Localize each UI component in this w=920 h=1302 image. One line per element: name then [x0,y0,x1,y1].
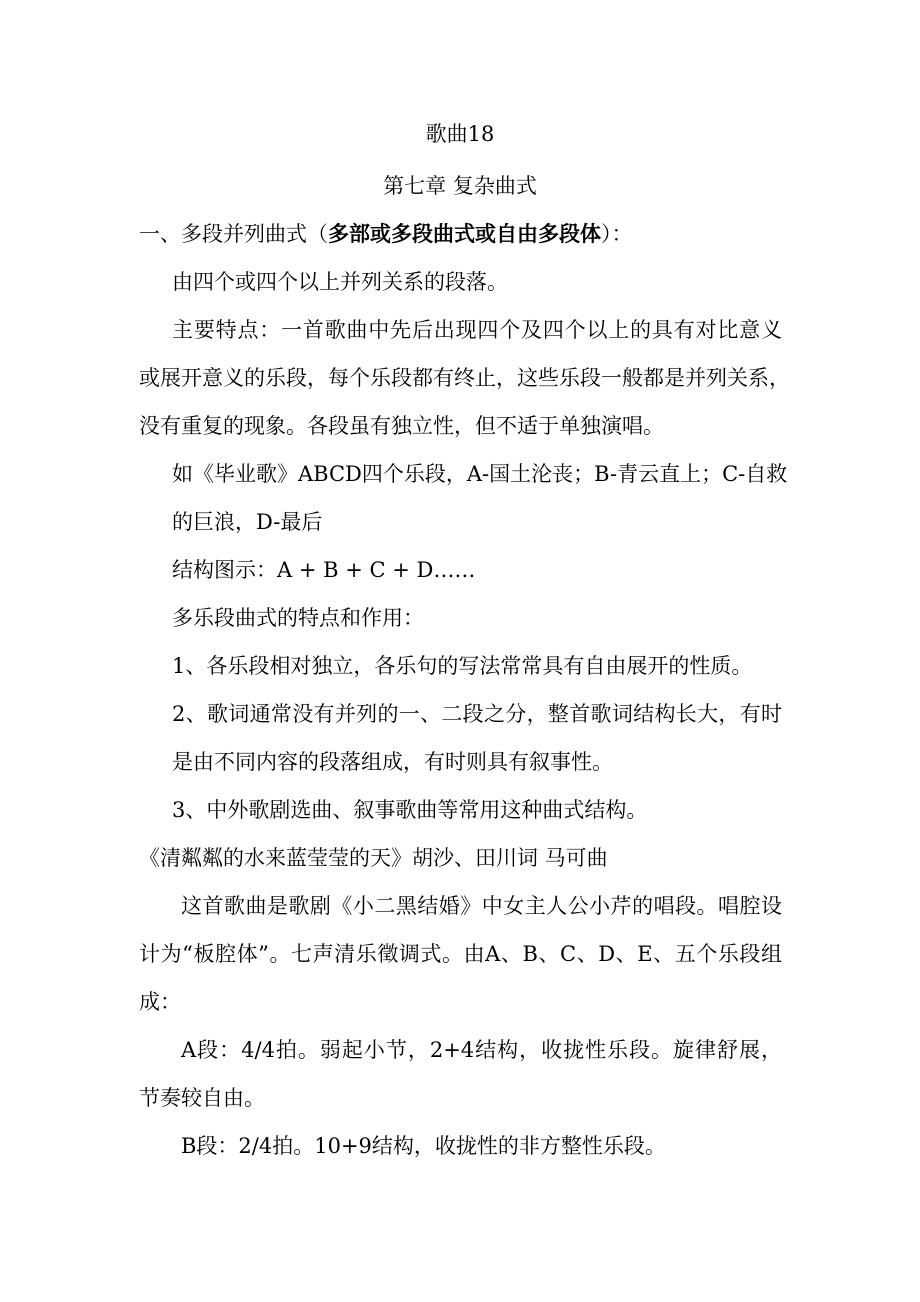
traits-title: 多乐段曲式的特点和作用： [172,606,424,630]
segment-a-line-1: A段：4/4拍。弱起小节，2+4结构，收拢性乐段。旋律舒展， [181,1038,782,1062]
segment-b-line: B段：2/4拍。10+9结构，收拢性的非方整性乐段。 [181,1134,666,1158]
trait-1: 1、各乐段相对独立，各乐句的写法常常具有自由展开的性质。 [172,654,753,678]
features-line-3: 没有重复的现象。各段虽有独立性，但不适于单独演唱。 [139,414,664,438]
trait-2-line-1: 2、歌词通常没有并列的一、二段之分，整首歌词结构长大，有时 [172,702,782,726]
trait-3: 3、中外歌剧选曲、叙事歌曲等常用这种曲式结构。 [172,798,648,822]
section-heading-prefix: 一、多段并列曲式（ [139,222,328,246]
chapter-heading: 第七章 复杂曲式 [383,174,537,198]
example-line-2: 的巨浪，D-最后 [172,510,323,534]
trait-2-line-2: 是由不同内容的段落组成，有时则具有叙事性。 [172,750,613,774]
song-title-line: 《清粼粼的水来蓝莹莹的天》胡沙、田川词 马可曲 [139,846,608,870]
intro-line-2: 计为“板腔体”。七声清乐徵调式。由A、B、C、D、E、五个乐段组 [139,942,782,966]
structure-diagram-text: 结构图示：A + B + C + D…… [172,558,476,582]
document-title: 歌曲18 [425,122,495,146]
definition-paragraph: 由四个或四个以上并列关系的段落。 [172,270,508,294]
intro-line-3: 成： [139,990,181,1014]
example-line-1: 如《毕业歌》ABCD四个乐段，A-国土沦丧；B-青云直上；C-自救 [172,462,788,486]
intro-line-1: 这首歌曲是歌剧《小二黑结婚》中女主人公小芹的唱段。唱腔设 [181,894,782,918]
section-heading-suffix: ）： [601,222,633,246]
section-heading [139,223,633,245]
features-line-1: 主要特点：一首歌曲中先后出现四个及四个以上的具有对比意义 [172,318,782,342]
segment-a-line-2: 节奏较自由。 [139,1086,265,1110]
section-heading-bold: 多部或多段曲式或自由多段体 [328,221,601,246]
features-line-2: 或展开意义的乐段，每个乐段都有终止，这些乐段一般都是并列关系， [139,366,790,390]
